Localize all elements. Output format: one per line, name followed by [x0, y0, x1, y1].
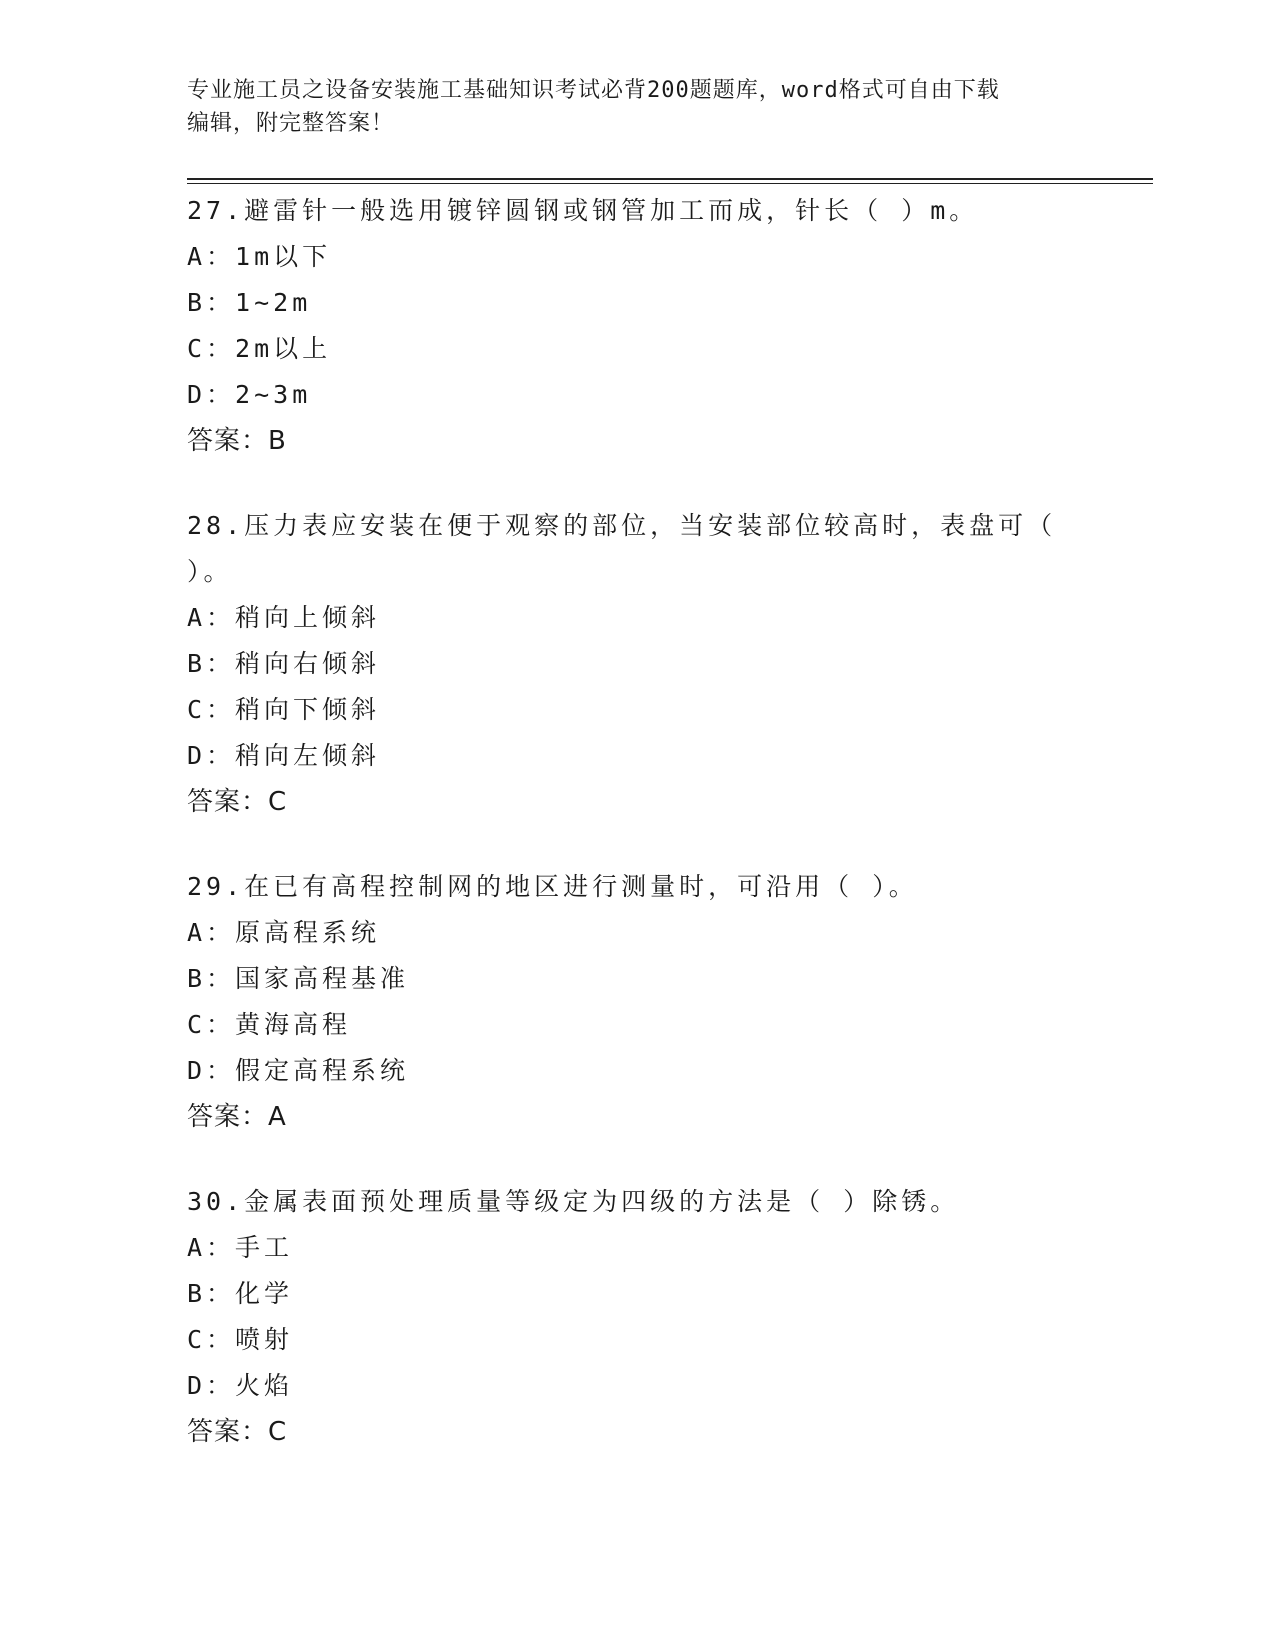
option-c: C：喷射 — [187, 1325, 294, 1354]
question-list — [187, 188, 1087, 1494]
option-a: A：手工 — [187, 1233, 294, 1262]
option-a: A：原高程系统 — [187, 918, 381, 947]
option-d: D：假定高程系统 — [187, 1056, 410, 1085]
question-29 — [187, 864, 1087, 1140]
header-divider-thick — [187, 178, 1153, 180]
header-title-line-1: 专业施工员之设备安装施工基础知识考试必背200题题库，word格式可自由下载 — [187, 78, 1000, 103]
option-b: B：稍向右倾斜 — [187, 649, 381, 678]
answer-label: 答案：C — [187, 1417, 288, 1447]
answer-label: 答案：B — [187, 426, 287, 456]
option-b: B：国家高程基准 — [187, 964, 410, 993]
question-27 — [187, 188, 1087, 464]
header-divider-thin — [187, 183, 1153, 184]
option-a: A：1m以下 — [187, 242, 332, 271]
option-c: C：稍向下倾斜 — [187, 695, 381, 724]
header-title-line-2: 编辑，附完整答案！ — [187, 111, 395, 136]
option-b: B：1~2m — [187, 288, 312, 317]
option-d: D：2~3m — [187, 380, 312, 409]
option-c: C：黄海高程 — [187, 1010, 352, 1039]
option-b: B：化学 — [187, 1279, 294, 1308]
question-30 — [187, 1179, 1087, 1455]
question-text: 29.在已有高程控制网的地区进行测量时，可沿用（ ）。 — [187, 872, 918, 901]
question-28 — [187, 503, 1087, 825]
document-header — [187, 74, 1067, 140]
question-text-continued: ）。 — [187, 557, 233, 586]
option-d: D：火焰 — [187, 1371, 294, 1400]
answer-label: 答案：C — [187, 787, 288, 817]
answer-label: 答案：A — [187, 1102, 287, 1132]
question-text: 27.避雷针一般选用镀锌圆钢或钢管加工而成，针长（ ）m。 — [187, 196, 979, 225]
question-text: 30.金属表面预处理质量等级定为四级的方法是（ ）除锈。 — [187, 1187, 960, 1216]
option-a: A：稍向上倾斜 — [187, 603, 381, 632]
question-text: 28.压力表应安装在便于观察的部位，当安装部位较高时，表盘可（ — [187, 511, 1057, 540]
option-c: C：2m以上 — [187, 334, 332, 363]
option-d: D：稍向左倾斜 — [187, 741, 381, 770]
